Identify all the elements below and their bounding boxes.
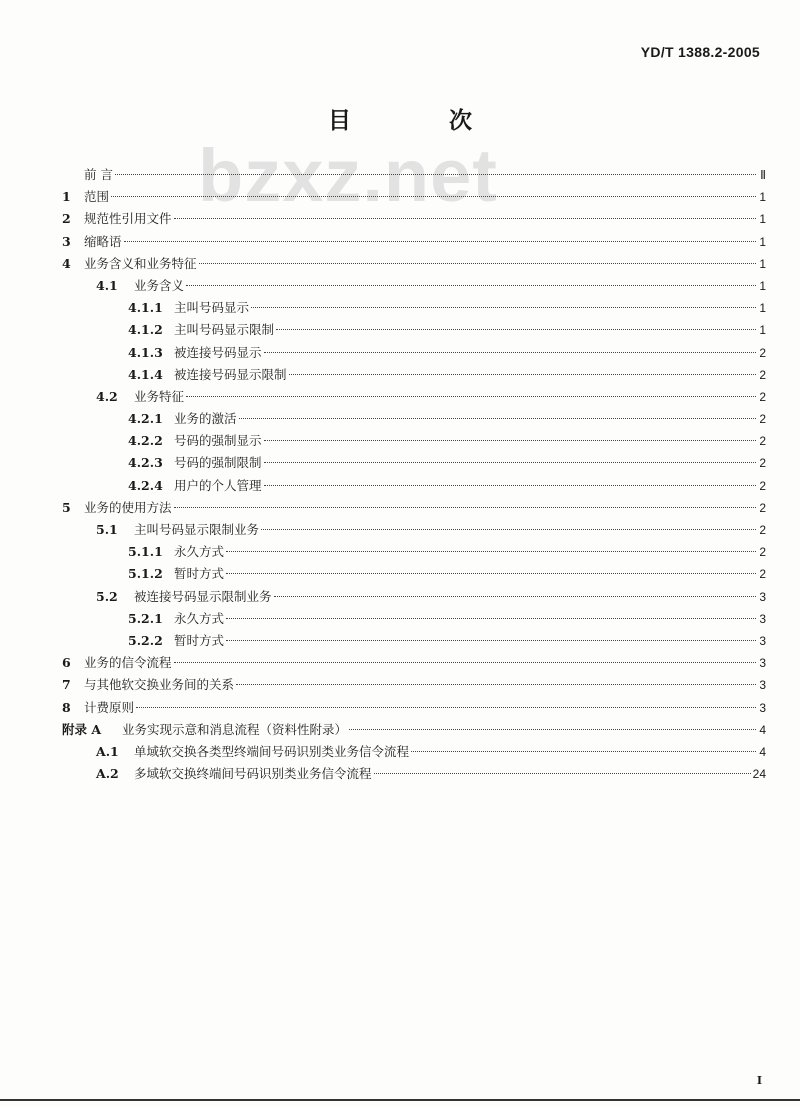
toc-entry-number: 4.2.3 xyxy=(128,455,163,471)
toc-entry-title: 业务含义和业务特征 xyxy=(84,255,197,271)
toc-dot-leader xyxy=(411,751,756,752)
toc-entry-title: 多域软交换终端间号码识别类业务信令流程 xyxy=(134,766,372,782)
toc-entry-page: 4 xyxy=(759,744,766,759)
toc-entry-title: 计费原则 xyxy=(84,699,135,715)
toc-entry-number: 4.2 xyxy=(96,388,118,404)
toc-entry-page: 1 xyxy=(759,234,766,249)
toc-entry-title: 缩略语 xyxy=(84,233,122,249)
toc-entry-page: 3 xyxy=(759,633,766,648)
toc-entry-number: 1 xyxy=(62,189,71,205)
toc-entry[interactable] xyxy=(62,586,766,608)
watermark: bzxz.net xyxy=(198,134,498,217)
toc-entry-number: 4.2.2 xyxy=(128,433,163,449)
toc-dot-leader xyxy=(226,618,756,619)
toc-entry-number: 5.1.2 xyxy=(128,566,163,582)
toc-dot-leader xyxy=(264,485,756,486)
toc-entry-title: 号码的强制显示 xyxy=(174,433,262,449)
toc-entry-number: 4.1.2 xyxy=(128,322,163,338)
toc-entry[interactable] xyxy=(62,408,766,430)
toc-entry-title: 永久方式 xyxy=(174,610,225,626)
toc-dot-leader xyxy=(349,729,756,730)
toc-entry[interactable] xyxy=(62,164,766,186)
toc-entry-number: 2 xyxy=(62,211,71,227)
toc-entry[interactable] xyxy=(62,519,766,541)
toc-dot-leader xyxy=(124,241,756,242)
toc-dot-leader xyxy=(111,196,756,197)
toc-dot-leader xyxy=(251,307,756,308)
toc-entry-page: 2 xyxy=(759,345,766,360)
toc-entry[interactable] xyxy=(62,652,766,674)
toc-entry-number: 3 xyxy=(62,233,71,249)
toc-entry[interactable] xyxy=(62,342,766,364)
toc-entry[interactable] xyxy=(62,697,766,719)
toc-entry-page: 1 xyxy=(759,190,766,205)
toc-entry[interactable] xyxy=(62,253,766,275)
toc-entry[interactable] xyxy=(62,386,766,408)
toc-entry[interactable] xyxy=(62,319,766,341)
toc-entry-title: 主叫号码显示限制 xyxy=(174,322,275,338)
toc-entry[interactable] xyxy=(62,608,766,630)
toc-entry[interactable] xyxy=(62,741,766,763)
toc-dot-leader xyxy=(174,218,756,219)
toc-entry-page: 3 xyxy=(759,678,766,693)
toc-dot-leader xyxy=(239,418,756,419)
toc-entry[interactable] xyxy=(62,208,766,230)
toc-entry-title: 范围 xyxy=(84,189,110,205)
toc-entry-page: 2 xyxy=(759,389,766,404)
toc-entry-title: 业务特征 xyxy=(134,388,185,404)
toc-entry-page: Ⅱ xyxy=(760,168,766,182)
page-title: 目 次 xyxy=(327,108,517,134)
toc-entry[interactable] xyxy=(62,563,766,585)
toc-dot-leader xyxy=(174,507,756,508)
toc-dot-leader xyxy=(115,174,756,175)
toc-entry-number: 附录 A xyxy=(62,721,102,737)
toc-entry[interactable] xyxy=(62,186,766,208)
toc-entry-number: 5.1.1 xyxy=(128,544,163,560)
toc-dot-leader xyxy=(264,352,756,353)
toc-entry-page: 1 xyxy=(759,256,766,271)
toc-entry-page: 2 xyxy=(759,456,766,471)
toc-entry[interactable] xyxy=(62,497,766,519)
toc-entry-page: 2 xyxy=(759,545,766,560)
toc-entry-number: 4.1.4 xyxy=(128,366,163,382)
toc-entry[interactable] xyxy=(62,275,766,297)
toc-entry[interactable] xyxy=(62,364,766,386)
toc-dot-leader xyxy=(226,573,756,574)
toc-entry-title: 永久方式 xyxy=(174,544,225,560)
toc-dot-leader xyxy=(174,662,756,663)
toc-entry-number: 5.2.2 xyxy=(128,632,163,648)
toc-entry-title: 业务的信令流程 xyxy=(84,655,172,671)
toc-entry-page: 3 xyxy=(759,656,766,671)
toc-entry-title: 前 言 xyxy=(84,167,113,182)
toc-entry-title: 暂时方式 xyxy=(174,632,225,648)
toc-entry-title: 业务的激活 xyxy=(174,411,237,427)
toc-entry-number: A.2 xyxy=(96,766,119,782)
toc-entry-title: 规范性引用文件 xyxy=(84,211,172,227)
toc-entry[interactable] xyxy=(62,630,766,652)
footer-rule xyxy=(0,1099,800,1101)
toc-entry[interactable] xyxy=(62,297,766,319)
toc-entry-number: 5.2 xyxy=(96,588,118,604)
toc-entry[interactable] xyxy=(62,475,766,497)
toc-entry-page: 2 xyxy=(759,478,766,493)
toc-dot-leader xyxy=(261,529,756,530)
toc-entry-title: 业务的使用方法 xyxy=(84,499,172,515)
toc-entry-page: 3 xyxy=(759,611,766,626)
toc-entry-title: 号码的强制限制 xyxy=(174,455,262,471)
toc-entry-number: 4 xyxy=(62,255,71,271)
toc-entry[interactable] xyxy=(62,231,766,253)
toc-dot-leader xyxy=(226,640,756,641)
toc-dot-leader xyxy=(374,773,751,774)
toc-entry-title: 被连接号码显示限制业务 xyxy=(134,588,272,604)
toc-entry-number: 7 xyxy=(62,677,71,693)
toc-entry-number: 5.2.1 xyxy=(128,610,163,626)
toc-entry-title: 业务含义 xyxy=(134,277,185,293)
toc-dot-leader xyxy=(289,374,756,375)
toc-entry-title: 与其他软交换业务间的关系 xyxy=(84,677,235,693)
toc-entry-page: 2 xyxy=(759,500,766,515)
table-of-contents xyxy=(62,164,766,785)
toc-entry-title: 业务实现示意和消息流程（资料性附录） xyxy=(122,721,348,737)
toc-entry-title: 被连接号码显示 xyxy=(174,344,262,360)
toc-entry-title: 被连接号码显示限制 xyxy=(174,366,287,382)
toc-dot-leader xyxy=(186,285,756,286)
toc-dot-leader xyxy=(186,396,756,397)
toc-entry-page: 2 xyxy=(759,412,766,427)
toc-dot-leader xyxy=(274,596,756,597)
toc-dot-leader xyxy=(276,329,756,330)
toc-entry-number: 5.1 xyxy=(96,522,118,537)
toc-entry-title: 暂时方式 xyxy=(174,566,225,582)
toc-entry-page: 1 xyxy=(759,278,766,293)
toc-entry-page: 1 xyxy=(759,323,766,338)
toc-entry-number: 5 xyxy=(62,499,71,515)
toc-entry-page: 1 xyxy=(759,301,766,316)
toc-entry-title: 主叫号码显示限制业务 xyxy=(134,522,260,537)
toc-entry-number: 6 xyxy=(62,655,71,671)
toc-entry-page: 1 xyxy=(759,212,766,227)
toc-dot-leader xyxy=(199,263,756,264)
toc-entry[interactable] xyxy=(62,674,766,696)
toc-entry-page: 24 xyxy=(752,767,766,782)
page-number: I xyxy=(756,1074,762,1087)
toc-entry-title: 用户的个人管理 xyxy=(174,477,262,493)
toc-entry-page: 4 xyxy=(759,722,766,737)
toc-dot-leader xyxy=(264,462,756,463)
toc-entry-title: 主叫号码显示 xyxy=(174,300,250,316)
toc-entry-number: 4.1.3 xyxy=(128,344,163,360)
toc-entry[interactable] xyxy=(62,452,766,474)
toc-entry[interactable] xyxy=(62,430,766,452)
toc-entry-page: 3 xyxy=(759,700,766,715)
toc-entry-number: 8 xyxy=(62,699,71,715)
toc-entry-page: 3 xyxy=(759,589,766,604)
toc-dot-leader xyxy=(264,440,756,441)
standard-code: YD/T 1388.2-2005 xyxy=(640,44,760,60)
toc-entry-page: 2 xyxy=(759,434,766,449)
toc-entry-number: 4.2.1 xyxy=(128,411,163,427)
toc-entry-number: 4.2.4 xyxy=(128,477,163,493)
toc-dot-leader xyxy=(136,707,756,708)
toc-entry-number: A.1 xyxy=(96,743,119,759)
toc-entry-page: 2 xyxy=(759,567,766,582)
toc-entry[interactable] xyxy=(62,541,766,563)
toc-entry[interactable] xyxy=(62,763,766,785)
toc-entry[interactable] xyxy=(62,719,766,741)
toc-entry-page: 2 xyxy=(759,367,766,382)
toc-entry-number: 4.1.1 xyxy=(128,300,163,316)
toc-dot-leader xyxy=(236,684,756,685)
toc-entry-number: 4.1 xyxy=(96,277,118,293)
toc-entry-page: 2 xyxy=(759,523,766,537)
toc-entry-title: 单域软交换各类型终端间号码识别类业务信令流程 xyxy=(134,743,410,759)
toc-dot-leader xyxy=(226,551,756,552)
